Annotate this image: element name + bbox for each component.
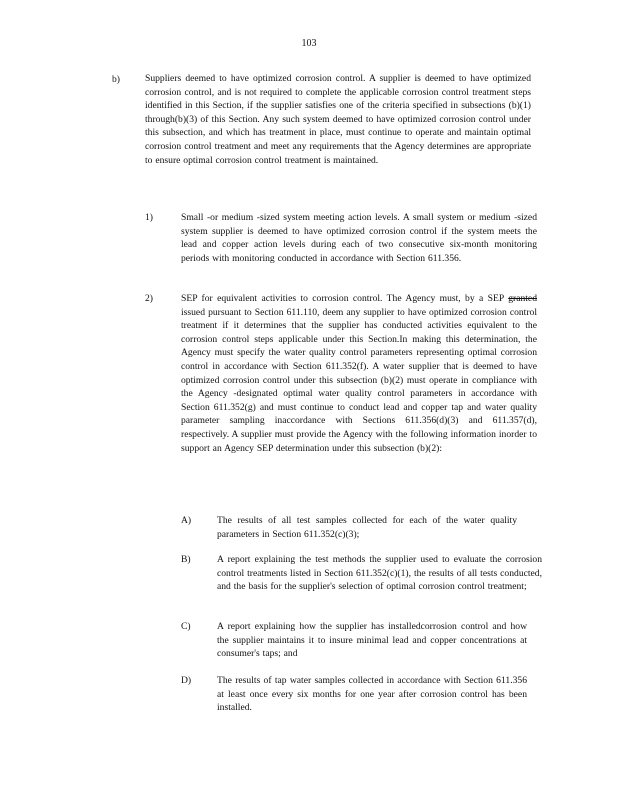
item-2-text-after: issued pursuant to Section 611.110, deem any supplier to have optimized corrosion control treatment if it determines that the supplier has conducted activities equivalent to the corrosion control steps applicable under this Section.In making this determination, the Agency must specify the water quality control parameters representing optimal corrosion control in accordance with Section 611.352(f). A water supplier that is deemed to have optimized corrosion control under this subsection (b)(2) must operate in compliance with the Agency -designated optimal water quality control parameters in accordance with Section 611.352(g) and must continue to conduct lead and copper tap and water quality parameter sampling inaccordance with Sections 611.356(d)(3) and 611.357(d), respectively. A supplier must provide the Agency with the following information inorder to support an Agency SEP determination under this subsection (b)(2):: [181, 306, 537, 454]
item-2-struck-word: granted: [508, 293, 537, 304]
sub-item-c-marker: C): [181, 621, 191, 632]
sub-item-d-marker: D): [181, 675, 192, 686]
sub-item-a-paragraph: The results of all test samples collected for each of the water quality parameters in Section 611.352(c)(3);: [217, 515, 517, 540]
sub-item-a-marker: A): [181, 515, 192, 526]
item-2-paragraph: [181, 292, 537, 455]
item-1-marker: 1): [145, 212, 153, 223]
sub-item-c-paragraph: A report explaining how the supplier has installedcorrosion control and how the supplier maintains it to insure minimal lead and copper concentrations at consumer's taps; and: [217, 621, 527, 660]
item-1-paragraph: Small -or medium -sized system meeting action levels. A small system or medium -sized system supplier is deemed to have optimized corrosion control if the system meets the lead and copper action levels during each of two consecutive six-month monitoring periods with monitoring conducted in accordance with Section 611.356.: [181, 212, 537, 264]
sub-item-d-paragraph: The results of tap water samples collected in accordance with Section 611.356 at least once every six months for one year after corrosion control has been installed.: [217, 675, 527, 714]
page-number: 103: [301, 38, 317, 49]
section-b-marker: b): [112, 74, 120, 85]
section-b-paragraph: Suppliers deemed to have optimized corrosion control. A supplier is deemed to have optimized corrosion control, and is not required to complete the applicable corrosion control treatment steps identified in this Section, if the supplier satisfies one of the criteria specified in subsections (b)(1) through(b)(3) of this Section. Any such system deemed to have optimized corrosion control under this subsection, and which has treatment in place, must continue to operate and maintain optimal corrosion control treatment and meet any requirements that the Agency determines are appropriate to ensure optimal corrosion control treatment is maintained.: [145, 73, 531, 166]
sub-item-b-marker: B): [181, 554, 191, 565]
item-2-marker: 2): [145, 293, 153, 304]
sub-item-b-paragraph: A report explaining the test methods the supplier used to evaluate the corrosion control treatments listed in Section 611.352(c)(1), the results of all tests conducted, and the basis for the supplier's selection of optimal corrosion control treatment;: [217, 554, 542, 593]
item-2-text-before: SEP for equivalent activities to corrosion control. The Agency must, by a SEP: [181, 293, 509, 304]
